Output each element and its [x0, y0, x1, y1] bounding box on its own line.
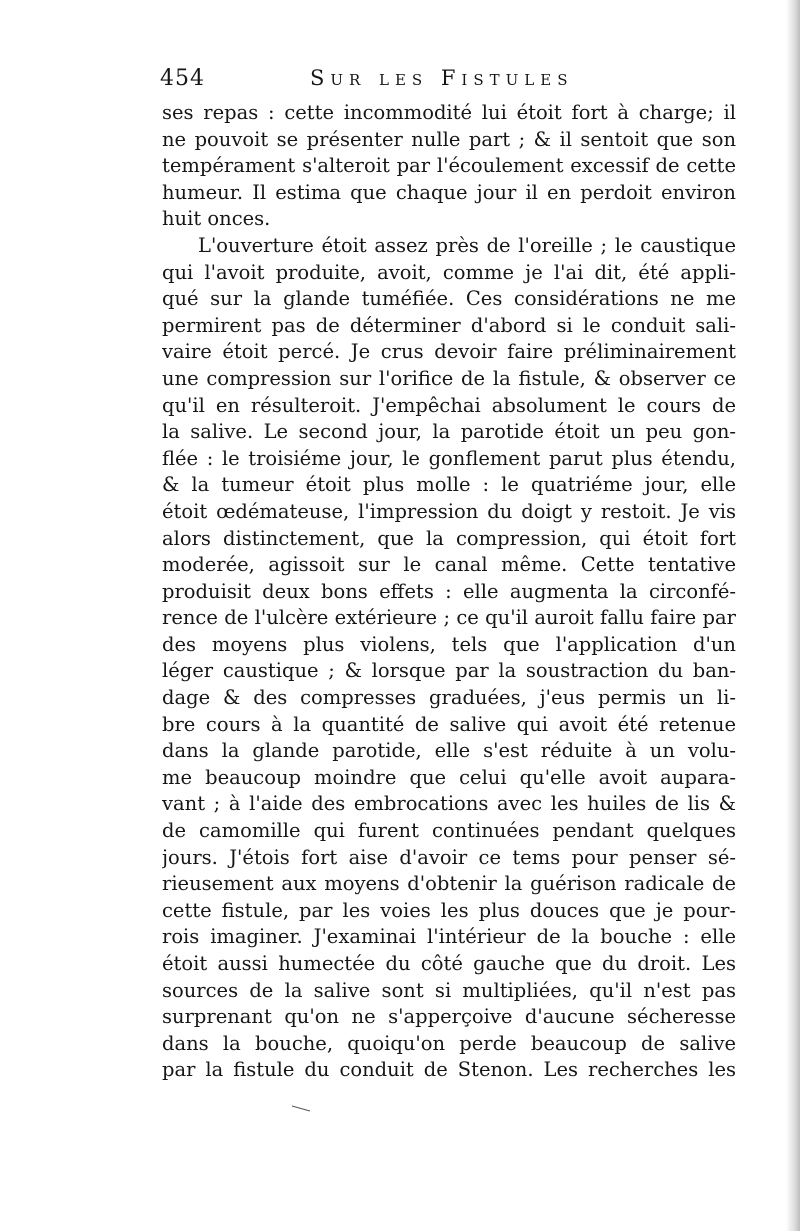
text-line: sources de la salive sont si multipliées, qu'il n'est pas	[162, 978, 736, 1002]
text-line: flée : le troisiéme jour, le gonflement parut plus étendu,	[162, 446, 736, 470]
text-line: vant ; à l'aide des embrocations avec les huiles de lis &	[162, 792, 736, 816]
text-line: une compression sur l'orifice de la fistule, & observer ce	[162, 366, 736, 390]
text-line: léger caustique ; & lorsque par la soustraction du ban-	[162, 659, 736, 683]
text-line: qu'il en résulteroit. J'empêchai absolument le cours de	[162, 393, 736, 417]
text-line: permirent pas de déterminer d'abord si le conduit sali-	[162, 313, 736, 337]
text-line: me beaucoup moindre que celui qu'elle avoit aupara-	[162, 765, 736, 789]
body-text	[162, 100, 736, 1084]
text-line: dans la bouche, quoiqu'on perde beaucoup de salive	[162, 1031, 736, 1055]
text-line: rence de l'ulcère extérieure ; ce qu'il auroit fallu faire par	[162, 606, 736, 630]
page-header	[160, 66, 760, 96]
text-line: bre cours à la quantité de salive qui avoit été retenue	[162, 712, 736, 736]
text-line: ne pouvoit se présenter nulle part ; & il sentoit que son	[162, 127, 736, 151]
text-line: surprenant qu'on ne s'apperçoive d'aucune sécheresse	[162, 1005, 736, 1029]
text-line: la salive. Le second jour, la parotide étoit un peu gon-	[162, 420, 736, 444]
text-line: dans la glande parotide, elle s'est réduite à un volu-	[162, 739, 736, 763]
text-line: ses repas : cette incommodité lui étoit fort à charge; il	[162, 101, 736, 124]
text-line: rieusement aux moyens d'obtenir la guérison radicale de	[162, 872, 736, 896]
text-line: produisit deux bons effets : elle augmenta la circonfé-	[162, 579, 736, 603]
text-line: qué sur la glande tuméfiée. Ces considérations ne me	[162, 287, 736, 311]
text-line: huit onces.	[162, 207, 271, 231]
running-title: Sur les Fistules	[310, 66, 574, 90]
text-line: étoit œdémateuse, l'impression du doigt y restoit. Je vis	[162, 499, 736, 523]
text-line: par la fistule du conduit de Stenon. Les recherches les	[162, 1058, 736, 1082]
text-line: alors distinctement, que la compression, qui étoit fort	[162, 526, 736, 550]
text-line: des moyens plus violens, tels que l'application d'un	[162, 632, 736, 656]
text-line: étoit aussi humectée du côté gauche que du droit. Les	[162, 952, 736, 975]
page-number: 454	[160, 66, 205, 91]
text-line: qui l'avoit produite, avoit, comme je l'ai dit, été appli-	[162, 260, 736, 284]
page-edge-shadow	[786, 0, 800, 1231]
text-line: vaire étoit percé. Je crus devoir faire préliminairement	[162, 340, 736, 364]
text-line: jours. J'étois fort aise d'avoir ce tems pour penser sé-	[162, 845, 736, 869]
text-line: moderée, agissoit sur le canal même. Cette tentative	[162, 553, 736, 577]
text-line: tempérament s'alteroit par l'écoulement excessif de cette	[162, 154, 736, 178]
text-line: dage & des compresses graduées, j'eus permis un li-	[162, 686, 736, 710]
text-line: cette fistule, par les voies les plus douces que je pour-	[162, 898, 736, 922]
print-mark	[290, 1103, 314, 1113]
text-line: humeur. Il estima que chaque jour il en perdoit environ	[162, 180, 736, 204]
text-line: rois imaginer. J'examinai l'intérieur de la bouche : elle	[162, 925, 736, 949]
paragraph-first-line: L'ouverture étoit assez près de l'oreille ; le caustique	[198, 233, 736, 257]
text-line: de camomille qui furent continuées pendant quelques	[162, 819, 736, 843]
text-line: & la tumeur étoit plus molle : le quatriéme jour, elle	[162, 473, 736, 497]
